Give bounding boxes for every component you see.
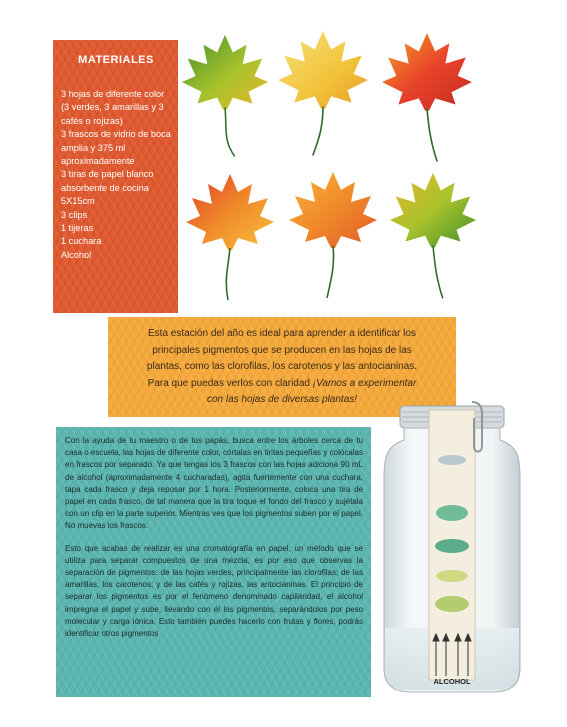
autumn-leaves-illustration bbox=[175, 30, 505, 310]
materials-item: 3 clips bbox=[61, 209, 88, 220]
intro-line: plantas, como las clorofilas, los carotenos y las antocianinas. bbox=[146, 361, 418, 372]
explanation-paragraph: Esto que acabas de realizar es una cromatografía en papel, un método que se utiliza para separar compuestos de una mezcla, es por eso que observas la separación de pigmentos: de las hojas verdes, principalmente las clorofilas; de las amarillas, los carotenos; y de las cafés y rojizas, las antocianinas. El principio de separar los pigmentos es por el fenómeno denominado capilaridad, el alcohol impregna el papel y sube, llevando con él los pigmentos, separándolos por peso molecular y carga iónica. Esto también puedes hacerlo con frutas y flores, podrás identificar otros pigmentos bbox=[65, 543, 363, 639]
materials-title: MATERIALES bbox=[78, 54, 154, 66]
materials-item: 1 tijeras bbox=[61, 223, 94, 234]
materials-item: 1 cuchara bbox=[61, 236, 102, 247]
leaf-green bbox=[182, 35, 268, 157]
leaf-yellow bbox=[278, 31, 368, 155]
materials-item: (3 verdes, 3 amarillas y 3 bbox=[61, 102, 164, 113]
leaf-red-orange bbox=[186, 174, 274, 300]
materials-item: 3 tiras de papel blanco bbox=[61, 169, 154, 180]
intro-line-start: Para que puedas verlos con claridad bbox=[147, 377, 310, 389]
intro-emphasis: ¡Vamos a experimentar bbox=[312, 377, 417, 389]
materials-item: 3 frascos de vidrio de boca bbox=[61, 129, 171, 140]
intro-emphasis: con las hojas de diversas plantas! bbox=[206, 394, 358, 405]
instructions-box bbox=[56, 427, 371, 697]
materials-item: 5X15cm bbox=[61, 196, 95, 207]
instructions-paragraph: Con la ayuda de tu maestro o de tus papás, busca entre los árboles cerca de tu casa o escuela, las hojas de diferente color, córtalas en tiritas pequeñas y colócalas en frascos por separado. Ya que tengas los 3 frascos con las hojas adiciona 90 mL de alcohol (aproximadamente 4 cucharadas), agita fuertemente con una cuchara, tapa cada frasco y deja reposar por 1 hora. Posteriormente, coloca una tira de papel en cada frasco, de tal manera que la tira toque el fondo del frasco y sujétala con un clip en la parte superior. Mientras ves que los pigmentos suben por el papel. No muevas los frascos. bbox=[65, 436, 363, 531]
materials-list bbox=[61, 88, 171, 262]
materials-item: Alcohol bbox=[61, 249, 92, 260]
chromatography-jar-illustration bbox=[382, 398, 522, 698]
intro-line: principales pigmentos que se producen en las hojas de las bbox=[152, 344, 412, 356]
alcohol-label: ALCOHOL bbox=[433, 677, 471, 686]
materials-item: amplia y 375 ml bbox=[61, 142, 126, 153]
materials-box bbox=[53, 40, 178, 313]
materials-item: 3 hojas de diferente color bbox=[61, 89, 165, 99]
materials-item: cafés o rojizas) bbox=[61, 115, 123, 126]
leaf-green-yellow bbox=[390, 173, 476, 298]
materials-item: aproximadamente bbox=[61, 156, 135, 167]
leaf-red bbox=[382, 33, 472, 162]
intro-line: Esta estación del año es ideal para aprender a identificar los bbox=[148, 328, 416, 339]
intro-line bbox=[122, 376, 442, 393]
materials-item: absorbente de cocina bbox=[61, 182, 149, 193]
leaf-orange bbox=[289, 172, 377, 298]
